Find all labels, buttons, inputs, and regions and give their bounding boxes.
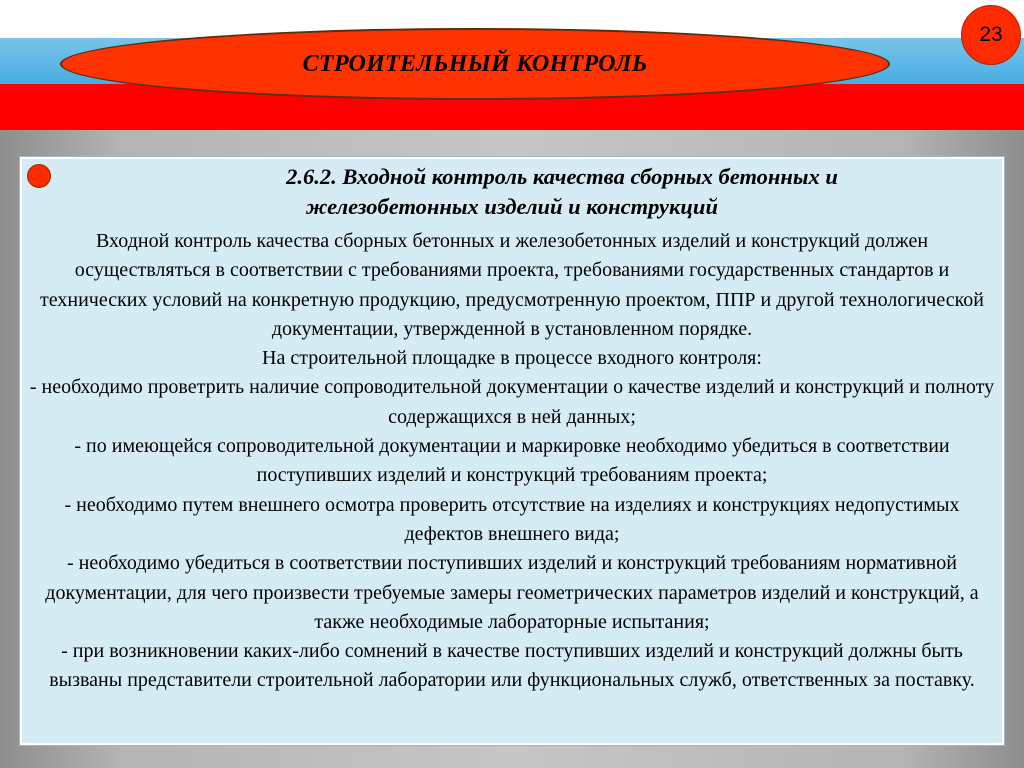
list-item: - по имеющейся сопроводительной документации и маркировке необходимо убедиться в соответствии поступивших изделий и конструкций требованиям проекта; — [74, 435, 950, 487]
page-number: 23 — [979, 23, 1003, 46]
list-item: - необходимо убедиться в соответствии поступивших изделий и конструкций требованиям нормативной документации, для чего произвести требуемые замеры геометрических параметров изделий и конструкций, а также необходимые лабораторные испытания; — [45, 552, 979, 633]
paragraph-site-control: На строительной площадке в процессе входного контроля: — [262, 347, 762, 370]
section-heading-line-2: железобетонных изделий и конструкций — [306, 194, 718, 219]
section-heading-line-1: 2.6.2. Входной контроль качества сборных бетонных и — [286, 164, 838, 189]
title-oval — [60, 28, 890, 100]
slide-title: СТРОИТЕЛЬНЫЙ КОНТРОЛЬ — [302, 50, 648, 77]
section-body — [26, 227, 998, 696]
page-number-badge — [961, 5, 1021, 65]
list-item: - необходимо путем внешнего осмотра проверить отсутствие на изделиях и конструкциях недопустимых дефектов внешнего вида; — [64, 493, 960, 545]
list-item: - при возникновении каких-либо сомнений в качестве поступивших изделий и конструкций должны быть вызваны представители строительной лаборатории или функциональных служб, ответственных за поставку. — [49, 640, 975, 692]
paragraph-intro: Входной контроль качества сборных бетонных и железобетонных изделий и конструкций должен осуществляться в соответствии с требованиями проекта, требованиями государственных стандартов и технических условий на конкретную продукцию, предусмотренную проектом, ППР и другой технологической документации, утвержденной в установленном порядке. — [40, 230, 984, 340]
list-item: - необходимо проветрить наличие сопроводительной документации о качестве изделий и конструкций и полноту содержащихся в ней данных; — [29, 376, 995, 428]
section-heading — [40, 162, 984, 222]
